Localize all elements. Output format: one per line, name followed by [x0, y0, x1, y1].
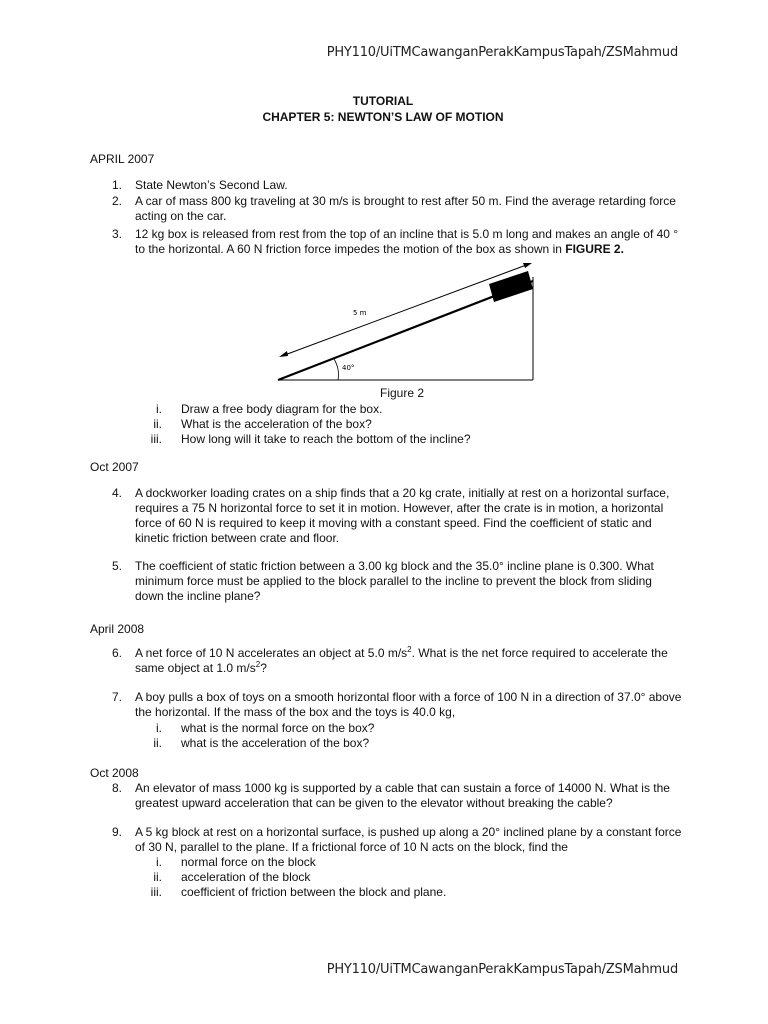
title-block: [0, 93, 768, 125]
length-arrow: [282, 264, 529, 356]
question-4: [112, 486, 682, 546]
question-text: A car of mass 800 kg traveling at 30 m/s is brought to rest after 50 m. Find the average retarding force acting on the car.: [135, 194, 676, 223]
question-text: [135, 227, 682, 257]
section-oct-2007: Oct 2007: [90, 460, 139, 474]
sub-text: what is the acceleration of the box?: [181, 736, 370, 750]
question-text: State Newton’s Second Law.: [135, 178, 288, 192]
question-text: An elevator of mass 1000 kg is supported by a cable that can sustain a force of 14000 N. What is the greatest upward acceleration that can be given to the elevator without breaking the cable?: [135, 781, 670, 810]
q6-superscript: 2: [407, 645, 412, 654]
sub-text: Draw a free body diagram for the box.: [181, 402, 383, 416]
question-7: [112, 690, 682, 720]
page-header: PHY110/UiTMCawanganPerakKampusTapah/ZSMahmud: [326, 45, 678, 60]
page-footer: PHY110/UiTMCawanganPerakKampusTapah/ZSMahmud: [326, 962, 678, 977]
tutorial-title: TUTORIAL: [352, 94, 414, 108]
q7-sub-1: [140, 721, 700, 736]
question-number: 7.: [112, 690, 123, 704]
section-april-2007: APRIL 2007: [90, 152, 155, 166]
q6-text-b: . What is the net force required to accelerate the same object at 1.0 m/s: [135, 646, 668, 675]
question-number: 4.: [112, 486, 123, 500]
question-number: 2.: [112, 194, 123, 208]
sub-text: acceleration of the block: [181, 870, 311, 884]
q9-sub-1: [140, 855, 700, 870]
arrowhead-right: [523, 263, 532, 268]
q6-superscript-2: 2: [255, 660, 261, 669]
question-number: 8.: [112, 781, 123, 795]
question-5: [112, 559, 682, 604]
question-number: 3.: [112, 227, 123, 241]
question-8: [112, 781, 682, 811]
question-1: [112, 178, 682, 193]
sub-text: normal force on the block: [181, 855, 316, 869]
question-number: 1.: [112, 178, 123, 192]
box: [489, 271, 533, 302]
q3-sub-2: [140, 417, 700, 432]
length-label: 5 m: [353, 309, 367, 317]
question-text: A 5 kg block at rest on a horizontal surface, is pushed up along a 20° inclined plane by a constant force of 30 N, parallel to the plane. If a frictional force of 10 N acts on the block, find the: [135, 825, 682, 854]
sub-numeral: iii.: [150, 885, 162, 899]
sub-numeral: i.: [156, 721, 162, 735]
question-9: [112, 825, 682, 855]
question-number: 5.: [112, 559, 123, 573]
figure-caption: Figure 2: [380, 386, 425, 400]
sub-numeral: ii.: [153, 870, 162, 884]
sub-numeral: ii.: [153, 417, 162, 431]
q6-text-a: A net force of 10 N accelerates an object at 5.0 m/s: [135, 646, 408, 660]
sub-numeral: ii.: [153, 736, 162, 750]
section-april-2008: April 2008: [90, 622, 145, 636]
q9-sub-3: [140, 885, 700, 900]
question-2: [112, 194, 682, 224]
question-text: A boy pulls a box of toys on a smooth horizontal floor with a force of 100 N in a direction of 37.0° above the horizontal. If the mass of the box and the toys is 40.0 kg,: [135, 690, 682, 719]
chapter-title: CHAPTER 5: NEWTON’S LAW OF MOTION: [262, 110, 504, 124]
question-number: 9.: [112, 825, 123, 839]
question-text: The coefficient of static friction between a 3.00 kg block and the 35.0° incline plane is 0.300. What minimum force must be applied to the block parallel to the incline to prevent the block from sliding down the incline plane?: [135, 559, 654, 603]
figure-reference: FIGURE 2.: [565, 242, 624, 256]
question-text-body: 12 kg box is released from rest from the top of an incline that is 5.0 m long and makes an angle of 40 ° to the horizontal. A 60 N friction force impedes the motion of the box as shown in: [135, 227, 679, 256]
q3-sub-1: [140, 402, 700, 417]
sub-text: coefficient of friction between the block and plane.: [181, 885, 447, 899]
angle-arc: [334, 359, 339, 380]
arrowhead-left: [279, 351, 288, 357]
sub-numeral: i.: [156, 402, 162, 416]
section-oct-2008: Oct 2008: [90, 766, 139, 780]
question-3: [112, 227, 682, 257]
question-6: [112, 646, 682, 676]
q7-sub-2: [140, 736, 700, 751]
question-text: [135, 646, 682, 676]
incline-figure: [268, 255, 540, 385]
sub-text: What is the acceleration of the box?: [181, 417, 372, 431]
sub-numeral: i.: [156, 855, 162, 869]
question-number: 6.: [112, 646, 123, 660]
q3-sub-3: [140, 432, 700, 447]
q9-sub-2: [140, 870, 700, 885]
sub-numeral: iii.: [150, 432, 162, 446]
angle-label: 40°: [342, 364, 355, 372]
question-text: A dockworker loading crates on a ship finds that a 20 kg crate, initially at rest on a horizontal surface, requires a 75 N horizontal force to set it in motion. However, after the crate is in motion, a horizontal force of 60 N is required to keep it moving with a constant speed. Find the coefficient of static and kinetic friction between crate and floor.: [135, 486, 670, 545]
sub-text: How long will it take to reach the bottom of the incline?: [181, 432, 471, 446]
sub-text: what is the normal force on the box?: [181, 721, 375, 735]
q6-text-c: ?: [260, 661, 267, 675]
